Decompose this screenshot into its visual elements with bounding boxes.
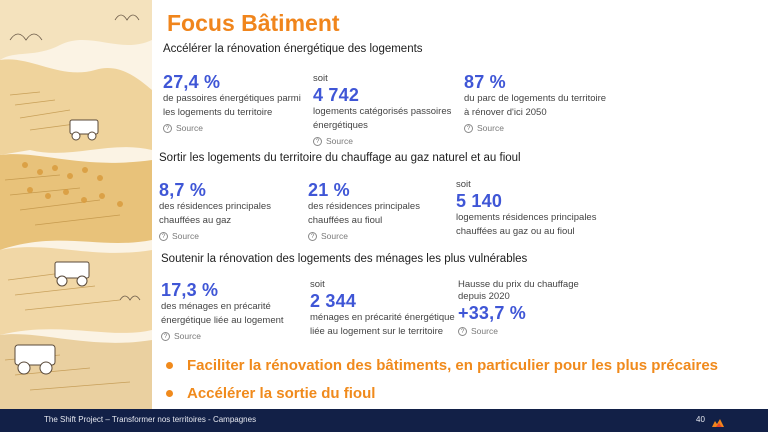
source-link[interactable] (313, 136, 461, 146)
shift-project-logo-icon (711, 415, 725, 432)
stat-precarite-count (310, 279, 458, 339)
source-label: Source (471, 326, 498, 336)
stat-prefix: soit (310, 279, 325, 290)
question-icon: ? (161, 332, 170, 341)
bullet-item (166, 357, 718, 374)
section-title-vulnerables: Soutenir la rénovation des logements des ménages les plus vulnérables (161, 253, 528, 265)
stat-value: 5 140 (456, 191, 503, 211)
stat-passoires-percent (163, 72, 311, 133)
stat-value: 2 344 (310, 291, 357, 311)
stat-description: logements catégorisés passoires énergétiques (313, 106, 452, 131)
stat-value: 8,7 % (159, 180, 207, 200)
question-icon: ? (159, 232, 168, 241)
source-label: Source (176, 123, 203, 133)
source-label: Source (321, 231, 348, 241)
source-label: Source (477, 123, 504, 133)
source-link[interactable] (464, 123, 612, 133)
bullet-item (166, 385, 375, 402)
bullet-text: Faciliter la rénovation des bâtiments, en particulier pour les plus précaires (187, 357, 719, 374)
bullet-text: Accélérer la sortie du fioul (187, 385, 376, 402)
question-icon: ? (313, 137, 322, 146)
stat-prix-chauffage (458, 279, 606, 336)
stat-value: 21 % (308, 180, 350, 200)
bullet-dot-icon (166, 362, 173, 369)
stat-description: des ménages en précarité énergétique liée au logement (161, 301, 284, 326)
page-number: 40 (696, 415, 705, 424)
source-link[interactable] (163, 123, 311, 133)
stat-fioul-percent (308, 180, 456, 241)
stat-value: 27,4 % (163, 72, 221, 92)
source-link[interactable] (161, 331, 309, 341)
source-link[interactable] (159, 231, 307, 241)
stat-description: logements résidences principales chauffées au gaz ou au fioul (456, 212, 597, 237)
source-label: Source (326, 136, 353, 146)
stat-description: des résidences principales chauffées au fioul (308, 201, 420, 226)
question-icon: ? (163, 124, 172, 133)
page-title: Focus Bâtiment (167, 10, 340, 36)
stat-description: du parc de logements du territoire à rénover d'ici 2050 (464, 93, 607, 118)
stat-gaz-fioul-count (456, 179, 604, 239)
section-title-renovation: Accélérer la rénovation énergétique des logements (163, 43, 423, 55)
footer-text: The Shift Project – Transformer nos territoires - Campagnes (44, 415, 257, 424)
stat-precarite-percent (161, 280, 309, 341)
stat-description: des résidences principales chauffées au gaz (159, 201, 271, 226)
source-link[interactable] (458, 326, 606, 336)
stat-value: +33,7 % (458, 303, 526, 323)
stat-value: 17,3 % (161, 280, 219, 300)
bullet-dot-icon (166, 390, 173, 397)
stat-description: ménages en précarité énergétique liée au logement sur le territoire (310, 312, 455, 337)
stat-passoires-count (313, 73, 461, 146)
stat-prefix: soit (313, 73, 328, 84)
source-label: Source (172, 231, 199, 241)
source-label: Source (174, 331, 201, 341)
countryside-illustration (0, 0, 152, 409)
source-link[interactable] (308, 231, 456, 241)
stat-gaz-percent (159, 180, 307, 241)
footer-bar (0, 409, 768, 432)
stat-value: 87 % (464, 72, 506, 92)
section-title-chauffage: Sortir les logements du territoire du chauffage au gaz naturel et au fioul (159, 152, 521, 164)
stat-prefix: Hausse du prix du chauffage depuis 2020 (458, 279, 579, 302)
stat-description: de passoires énergétiques parmi les logements du territoire (163, 93, 301, 118)
stat-parc-renover (464, 72, 612, 133)
stat-value: 4 742 (313, 85, 360, 105)
question-icon: ? (458, 327, 467, 336)
stat-prefix: soit (456, 179, 471, 190)
question-icon: ? (308, 232, 317, 241)
question-icon: ? (464, 124, 473, 133)
